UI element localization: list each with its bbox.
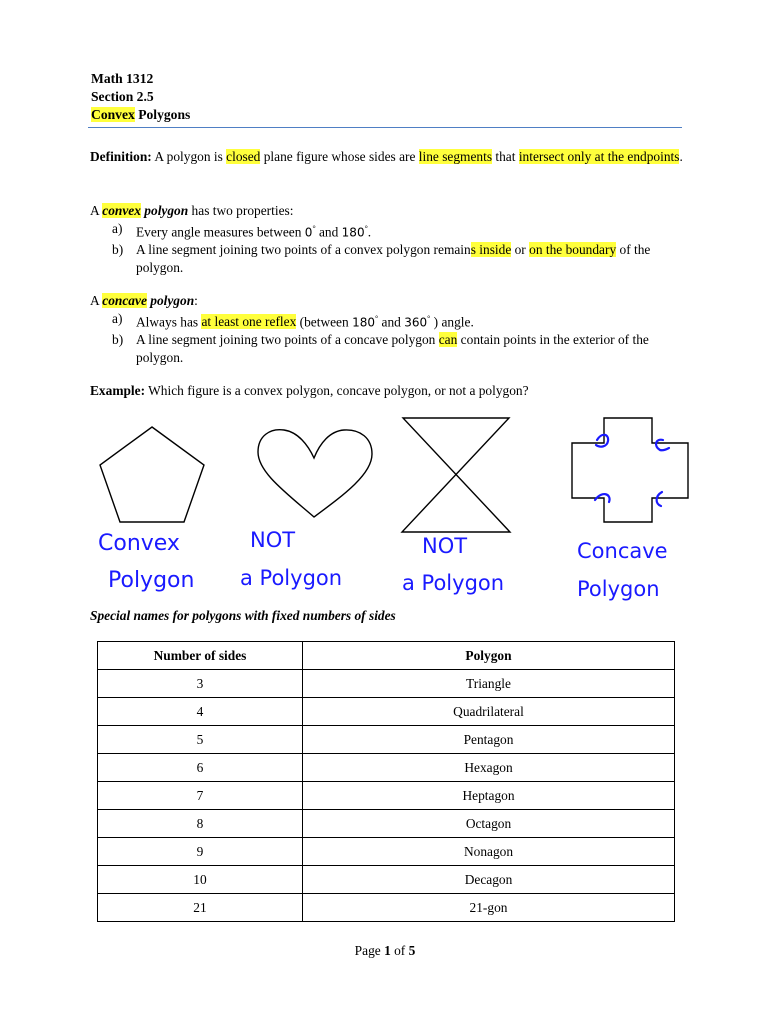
definition-paragraph: Definition: A polygon is closed plane figure whose sides are line segments that intersect only at the endpoints. (90, 149, 683, 164)
title-highlight: Convex (91, 107, 135, 122)
page-footer: Page 1 of 5 (354, 943, 416, 958)
bowtie-figure (402, 418, 510, 532)
concave-properties-list (90, 310, 690, 367)
example-label: Example: (90, 383, 146, 398)
document-header (91, 70, 190, 124)
figure-2-label: a Polygon (240, 566, 343, 590)
convex-term: convex (102, 203, 141, 218)
example-figures (90, 410, 690, 640)
hand-mark (596, 435, 608, 447)
section-number: Section 2.5 (91, 89, 154, 104)
figure-3-label: a Polygon (402, 571, 505, 595)
polygon-names-table (97, 641, 675, 922)
convex-section: A convex polygon has two properties: a) Every angle measures between 0° and 180°. b) A line segment joining two points of a convex polygon remains inside or on the boundary of the polygon. (90, 202, 690, 277)
table-row: 3 Triangle (98, 670, 675, 698)
figure-4-label: Concave (577, 539, 668, 563)
hand-mark (656, 440, 669, 451)
convex-properties-list (90, 220, 690, 277)
table-row: 4 Quadrilateral (98, 698, 675, 726)
figure-1-label: Polygon (108, 568, 195, 593)
concave-term: concave (102, 293, 147, 308)
page-title: Convex Polygons (91, 107, 191, 122)
hand-mark (657, 492, 662, 506)
table-row: 10 Decagon (98, 866, 675, 894)
column-header: Polygon (303, 642, 675, 670)
definition-label: Definition: (90, 149, 152, 164)
pentagon-figure (100, 427, 204, 522)
figure-1-label: Convex (98, 531, 180, 556)
table-row: 7 Heptagon (98, 782, 675, 810)
page-number: 1 (384, 943, 391, 958)
course-name: Math 1312 (91, 71, 154, 86)
list-item: a) Always has at least one reflex (between 180° and 360° ) angle. (112, 311, 474, 330)
header-rule (88, 127, 682, 128)
heart-figure (258, 430, 372, 517)
table-row: 6 Hexagon (98, 754, 675, 782)
table-header-row (98, 642, 675, 670)
concave-section: A concave polygon: a) Always has at least one reflex (between 180° and 360° ) angle. b) A line segment joining two points of a concave polygon can contain points in the exterior of the polygon. (90, 292, 690, 367)
column-header: Number of sides (98, 642, 303, 670)
table-row: 21 21-gon (98, 894, 675, 922)
table-row: 5 Pentagon (98, 726, 675, 754)
table-row: 8 Octagon (98, 810, 675, 838)
figure-3-label: NOT (422, 534, 468, 558)
example-paragraph: Example: Which figure is a convex polygon, concave polygon, or not a polygon? (90, 383, 529, 398)
list-item: a) Every angle measures between 0° and 180°. (112, 221, 372, 240)
page-total: 5 (408, 943, 416, 958)
table-caption: Special names for polygons with fixed numbers of sides (90, 608, 396, 623)
list-item: b) A line segment joining two points of a concave polygon can contain points in the exterior of the polygon. (112, 332, 649, 366)
cross-figure (572, 418, 688, 522)
figure-2-label: NOT (250, 528, 296, 552)
table-row: 9 Nonagon (98, 838, 675, 866)
figure-4-label: Polygon (577, 577, 660, 601)
list-item: b) A line segment joining two points of a convex polygon remains inside or on the boundary of the polygon. (112, 242, 651, 276)
